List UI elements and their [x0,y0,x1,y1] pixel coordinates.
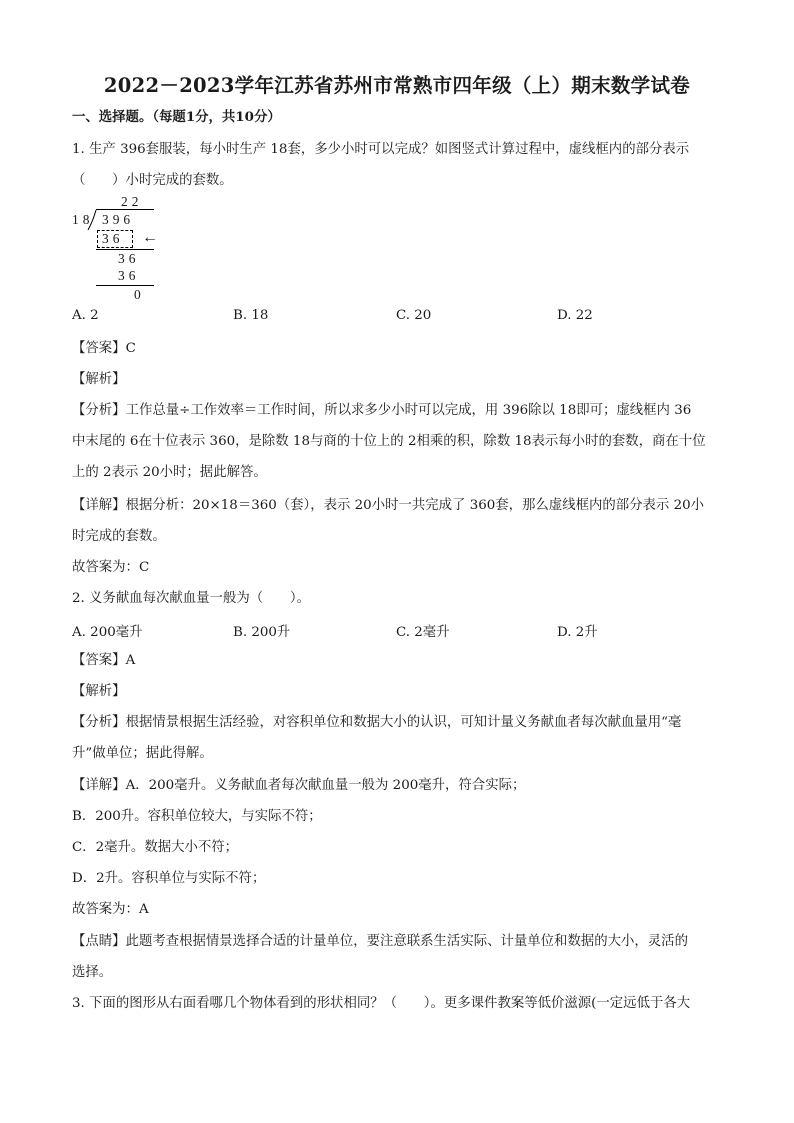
q2-option-b: B. 200升 [233,625,291,640]
division-line2 [96,285,154,286]
q1-option-d: D. 22 [557,308,593,323]
q2-stem: 2. 义务献血每次献血量一般为（ ）。 [72,591,310,606]
answer-label: 【答案】 [72,653,126,668]
q2-fenxi-line1 [72,714,732,732]
xiangjie-text: 根据分析：20×18＝360（套），表示 20小时一共完成了 360套，那么虚线框内的部分表示 20小 [125,498,705,513]
q2-jiexi: 【解析】 [72,684,126,699]
q1-answer [72,340,732,358]
q1-jiexi: 【解析】 [72,372,126,387]
q2-option-a: A. 200毫升 [72,625,143,640]
division-divisor: 18 [72,212,94,227]
fenxi-label: 【分析】 [72,403,126,418]
xiangjie-label: 【详解】 [72,498,126,513]
q2-option-d: D. 2升 [557,625,598,640]
q1-option-c: C. 20 [396,308,432,323]
division-quotient: 22 [121,194,143,209]
q1-option-b: B. 18 [233,308,269,323]
arrow-left-icon: ← [142,229,158,246]
q1-option-a: A. 2 [72,308,99,323]
page-title: 2022－2023学年江苏省苏州市常熟市四年级（上）期末数学试卷 [103,74,691,97]
division-remainder: 0 [134,287,145,302]
q3-stem: 3. 下面的图形从右面看哪几个物体看到的形状相同？（ ）。更多课件教案等低价滋源(一定远低于各大 [72,996,691,1011]
q1-fenxi-line3: 上的 2表示 20小时；据此解答。 [72,465,267,480]
answer-value: A [125,653,136,668]
q2-fenxi-line2: 升”做单位；据此得解。 [72,746,213,761]
q2-line-d: D．2升。容积单位与实际不符； [72,871,266,886]
division-dividend: 396 [102,212,135,227]
xiangjie-text: A．200毫升。义务献血者每次献血量一般为 200毫升，符合实际； [125,778,526,793]
long-division-figure [72,192,192,304]
division-bracket [87,209,99,231]
q1-xiangjie-line1 [72,497,732,515]
division-step3: 36 [118,268,140,283]
q1-stem-line1: 1. 生产 396套服装，每小时生产 18套，多少小时可以完成？如图竖式计算过程中，虚线框内的部分表示 [72,142,690,157]
q1-final-answer: 故答案为：C [72,560,150,575]
q2-final-answer: 故答案为：A [72,902,149,917]
division-line1 [96,249,154,250]
division-step2: 36 [118,251,140,266]
q2-dianjing-line2: 选择。 [72,965,113,980]
q2-option-c: C. 2毫升 [396,625,450,640]
dianjing-text: 此题考查根据情景选择合适的计量单位，要注意联系生活实际、计量单位和数据的大小，灵活的 [125,934,688,949]
q2-line-c: C．2毫升。数据大小不符； [72,840,239,855]
division-step1: 36 [102,231,124,246]
q2-line-b: B．200升。容积单位较大，与实际不符； [72,809,322,824]
q1-stem-line2: （ ）小时完成的套数。 [72,173,233,188]
fenxi-text: 工作总量÷工作效率＝工作时间，所以求多少小时可以完成，用 396除以 18即可；虚线框内 36 [125,403,692,418]
answer-value: C [125,341,136,356]
q2-xiangjie-line1 [72,777,732,795]
dianjing-label: 【点睛】 [72,934,126,949]
fenxi-text: 根据情景根据生活经验，对容积单位和数据大小的认识，可知计量义务献血者每次献血量用“毫 [125,715,682,730]
q1-fenxi-line2: 中末尾的 6在十位表示 360，是除数 18与商的十位上的 2相乘的积，除数 18表示每小时的套数，商在十位 [72,434,706,449]
xiangjie-label: 【详解】 [72,778,126,793]
q1-xiangjie-line2: 时完成的套数。 [72,529,166,544]
q1-fenxi-line1 [72,402,732,420]
q2-dianjing-line1 [72,933,732,951]
answer-label: 【答案】 [72,341,126,356]
fenxi-label: 【分析】 [72,715,126,730]
division-top-bar [96,209,154,210]
section-heading: 一、选择题。（每题1分，共10分） [72,109,281,125]
q2-answer [72,652,732,670]
